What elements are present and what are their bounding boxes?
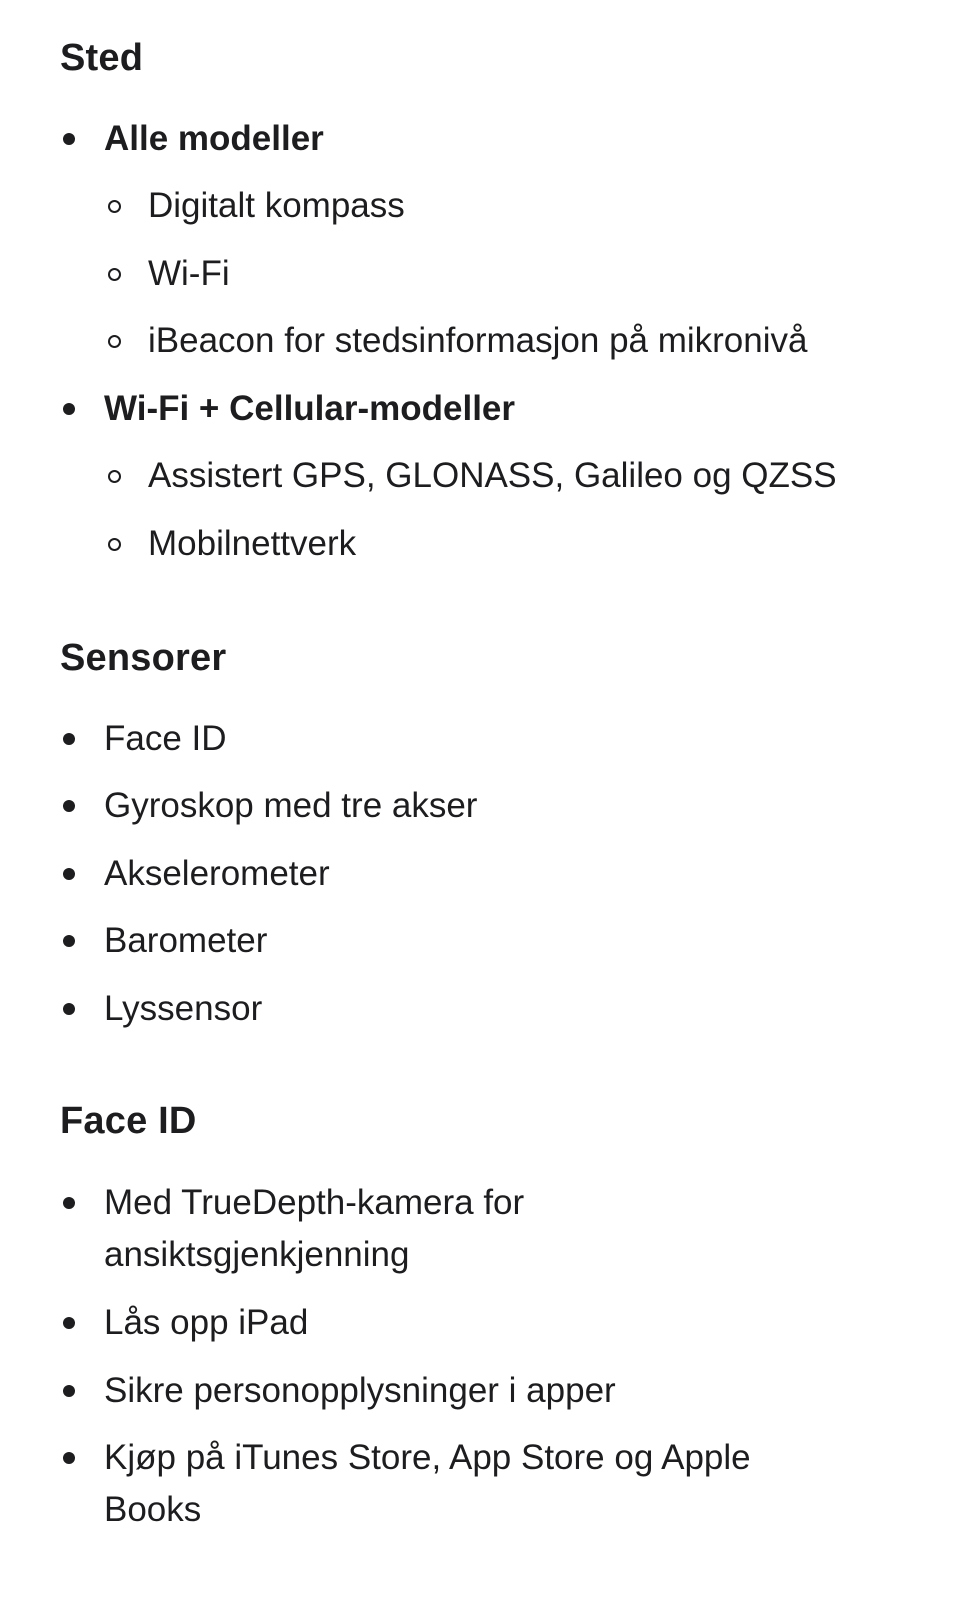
list-item-alle-modeller: Alle modeller bbox=[104, 119, 324, 158]
bullet-icon bbox=[63, 1197, 75, 1209]
bullet-icon bbox=[63, 1385, 75, 1397]
sub-item-mobilnettverk: Mobilnettverk bbox=[148, 524, 357, 563]
circle-bullet-icon bbox=[108, 538, 121, 551]
list-item-gyroskop: Gyroskop med tre akser bbox=[104, 786, 478, 825]
bullet-icon bbox=[63, 800, 75, 812]
circle-bullet-icon bbox=[108, 268, 121, 281]
list-item-lyssensor: Lyssensor bbox=[104, 989, 263, 1028]
circle-bullet-icon bbox=[108, 470, 121, 483]
list-item-truedepth: Med TrueDepth-kamera for ansiktsgjenkjenning bbox=[104, 1183, 525, 1274]
circle-bullet-icon bbox=[108, 200, 121, 213]
section-title-sensorer: Sensorer bbox=[60, 637, 227, 679]
list-item-wifi-cellular-modeller: Wi-Fi + Cellular-modeller bbox=[104, 389, 516, 428]
sub-item-wifi: Wi-Fi bbox=[148, 254, 230, 293]
list-item-sikre-personopplysninger: Sikre personopplysninger i apper bbox=[104, 1371, 616, 1410]
bullet-icon bbox=[63, 733, 75, 745]
bullet-icon bbox=[63, 935, 75, 947]
list-item-face-id: Face ID bbox=[104, 719, 227, 758]
bullet-icon bbox=[63, 1452, 75, 1464]
section-title-sted: Sted bbox=[60, 37, 144, 79]
list-item-akselerometer: Akselerometer bbox=[104, 854, 330, 893]
bullet-icon bbox=[63, 133, 75, 145]
bullet-icon bbox=[63, 868, 75, 880]
sub-item-ibeacon: iBeacon for stedsinformasjon på mikronivå bbox=[148, 321, 808, 360]
bullet-icon bbox=[63, 1317, 75, 1329]
list-item-kjop: Kjøp på iTunes Store, App Store og Apple Books bbox=[104, 1438, 751, 1529]
sub-item-digitalt-kompass: Digitalt kompass bbox=[148, 186, 405, 225]
list-item-barometer: Barometer bbox=[104, 921, 268, 960]
bullet-icon bbox=[63, 1003, 75, 1015]
section-title-face-id: Face ID bbox=[60, 1100, 197, 1142]
circle-bullet-icon bbox=[108, 335, 121, 348]
list-item-las-opp-ipad: Lås opp iPad bbox=[104, 1303, 309, 1342]
sub-item-gps: Assistert GPS, GLONASS, Galileo og QZSS bbox=[148, 456, 837, 495]
bullet-icon bbox=[63, 403, 75, 415]
